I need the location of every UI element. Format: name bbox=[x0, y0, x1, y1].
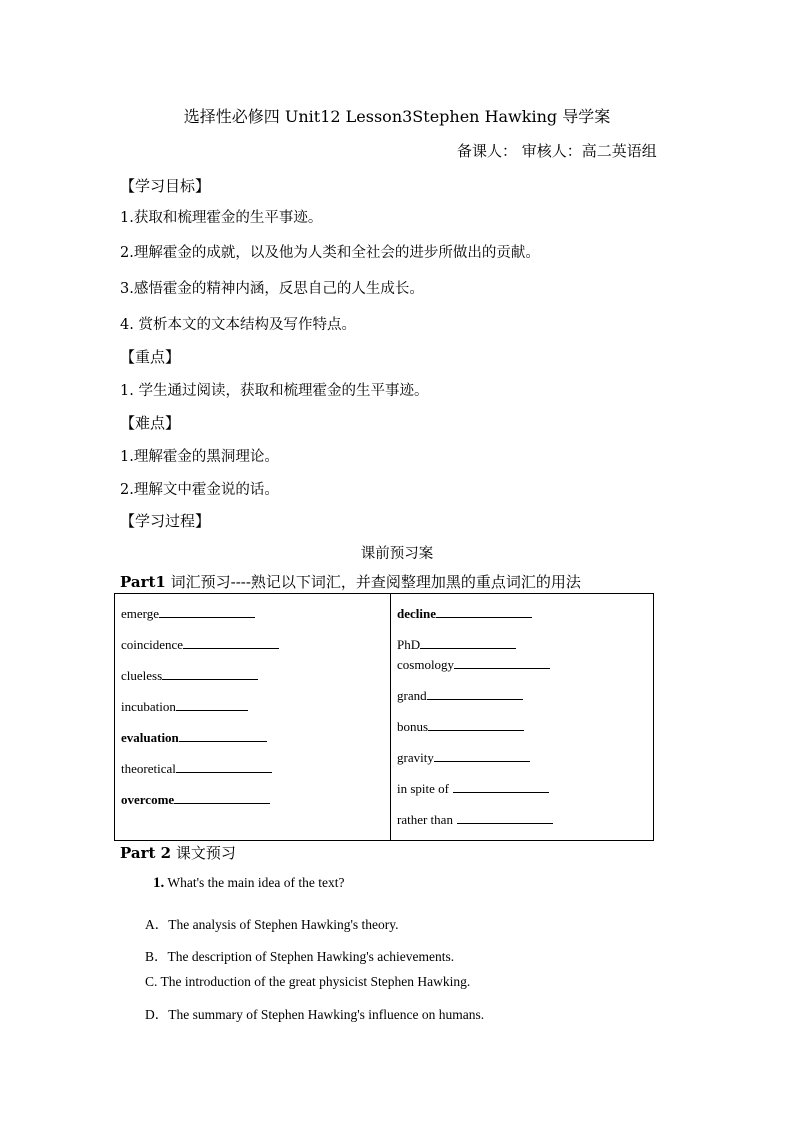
answer-blank[interactable] bbox=[183, 636, 279, 649]
difficulty-item: 1.理解霍金的黑洞理论。 bbox=[120, 449, 279, 465]
answer-blank[interactable] bbox=[434, 749, 530, 762]
key-point-item: 1. 学生通过阅读，获取和梳理霍金的生平事迹。 bbox=[120, 383, 429, 399]
vocab-item: PhD bbox=[397, 636, 516, 653]
vocab-item: theoretical bbox=[121, 760, 272, 777]
vocab-item: gravity bbox=[397, 749, 530, 766]
objective-item: 2.理解霍金的成就，以及他为人类和全社会的进步所做出的贡献。 bbox=[120, 245, 540, 261]
vocabulary-table bbox=[114, 593, 654, 841]
answer-blank[interactable] bbox=[176, 760, 272, 773]
part1-label: Part1 bbox=[120, 573, 166, 591]
vocab-item: decline bbox=[397, 605, 532, 622]
vocab-item: bonus bbox=[397, 718, 524, 735]
option-d[interactable]: D．The summary of Stephen Hawking's influence on humans. bbox=[145, 1007, 485, 1022]
option-a[interactable]: A．The analysis of Stephen Hawking's theory. bbox=[145, 917, 399, 932]
part1-instruction: 词汇预习----熟记以下词汇，并查阅整理加黑的重点词汇的用法 bbox=[165, 573, 581, 591]
key-points-header: 【重点】 bbox=[120, 348, 181, 366]
answer-blank[interactable] bbox=[159, 605, 255, 618]
option-b[interactable]: B．The description of Stephen Hawking's achievements. bbox=[145, 949, 455, 964]
answer-blank[interactable] bbox=[176, 698, 248, 711]
answer-blank[interactable] bbox=[179, 729, 267, 742]
vocab-item: incubation bbox=[121, 698, 248, 715]
vocab-item: grand bbox=[397, 687, 523, 704]
vocab-item: coincidence bbox=[121, 636, 279, 653]
vocab-item: emerge bbox=[121, 605, 255, 622]
vocab-item: rather than bbox=[397, 811, 553, 828]
answer-blank[interactable] bbox=[162, 667, 258, 680]
objectives-header: 【学习目标】 bbox=[120, 177, 211, 195]
preview-title: 课前预习案 bbox=[360, 546, 434, 562]
part2-instruction: 课文预习 bbox=[171, 844, 236, 862]
answer-blank[interactable] bbox=[420, 636, 516, 649]
vocab-left-column bbox=[115, 594, 391, 841]
difficulty-item: 2.理解文中霍金说的话。 bbox=[120, 482, 279, 498]
question-number: 1. bbox=[153, 875, 165, 891]
part2-heading bbox=[120, 842, 236, 863]
difficulties-header: 【难点】 bbox=[120, 414, 181, 432]
option-c[interactable]: C. The introduction of the great physicist Stephen Hawking. bbox=[145, 974, 471, 989]
author-meta: 备课人： 审核人：高二英语组 bbox=[457, 142, 657, 160]
document-title: 选择性必修四 Unit12 Lesson3Stephen Hawking 导学案 bbox=[183, 107, 611, 126]
objective-item: 4. 赏析本文的文本结构及写作特点。 bbox=[120, 317, 356, 333]
vocab-item: in spite of bbox=[397, 780, 549, 797]
answer-blank[interactable] bbox=[174, 791, 270, 804]
answer-blank[interactable] bbox=[454, 656, 550, 669]
answer-blank[interactable] bbox=[427, 687, 523, 700]
vocab-item: evaluation bbox=[121, 729, 267, 746]
vocab-item: overcome bbox=[121, 791, 270, 808]
question-text: What's the main idea of the text? bbox=[164, 875, 345, 890]
objective-item: 3.感悟霍金的精神内涵，反思自己的人生成长。 bbox=[120, 281, 424, 297]
process-header: 【学习过程】 bbox=[120, 512, 211, 530]
vocab-right-column bbox=[391, 594, 654, 841]
vocab-item: clueless bbox=[121, 667, 258, 684]
part2-label: Part 2 bbox=[120, 844, 172, 862]
part1-heading bbox=[120, 571, 581, 592]
answer-blank[interactable] bbox=[436, 605, 532, 618]
question-1 bbox=[153, 875, 345, 892]
vocab-item: cosmology bbox=[397, 656, 550, 673]
answer-blank[interactable] bbox=[453, 780, 549, 793]
answer-blank[interactable] bbox=[457, 811, 553, 824]
answer-blank[interactable] bbox=[428, 718, 524, 731]
objective-item: 1.获取和梳理霍金的生平事迹。 bbox=[120, 210, 323, 226]
